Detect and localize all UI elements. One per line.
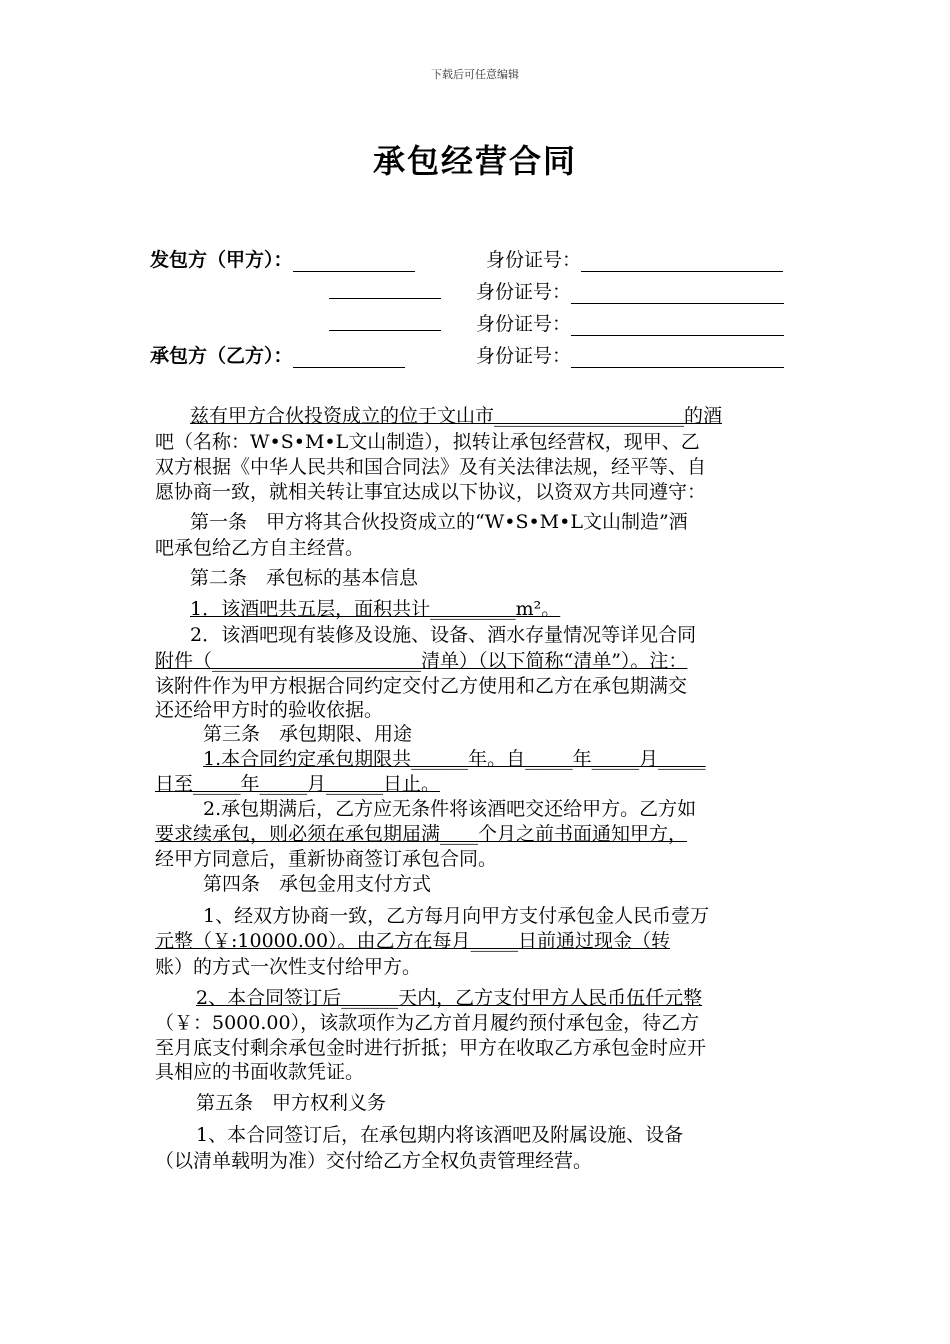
- party-b-name-blank[interactable]: [293, 348, 405, 368]
- text-line: 元整（￥:10000.00）。由乙方在每月_____日前通过现金（转: [155, 930, 671, 952]
- text-line: 附件（______________________清单）（以下简称“清单”）。注：: [155, 650, 688, 672]
- text-line: 2．该酒吧现有装修及设施、设备、酒水存量情况等详见合同: [190, 624, 697, 646]
- text-line: 1、经双方协商一致，乙方每月向甲方支付承包金人民币壹万: [203, 905, 710, 927]
- text-line: 2、本合同签订后______天内，乙方支付甲方人民币伍仟元整: [196, 987, 703, 1009]
- text-line: 2.承包期满后，乙方应无条件将该酒吧交还给甲方。乙方如: [203, 798, 697, 820]
- text-line: 吧（名称：W•S•M•L文山制造），拟转让承包经营权，现甲、乙: [155, 431, 700, 453]
- party-a3-id-blank[interactable]: [571, 316, 784, 336]
- party-a3-row: [329, 309, 441, 331]
- party-a-id-row: [486, 245, 783, 272]
- text-line: 经甲方同意后，重新协商签订承包合同。: [155, 848, 498, 870]
- text-line: 具相应的书面收款凭证。: [155, 1061, 365, 1083]
- party-a-label: 发包方（甲方）：: [150, 249, 293, 271]
- text-line: 1．该酒吧共五层，面积共计_________m²。: [190, 598, 561, 620]
- text-line: 愿协商一致，就相关转让事宜达成以下协议，以资双方共同遵守：: [155, 481, 707, 503]
- id-label: 身份证号：: [476, 345, 572, 367]
- header-note: 下载后可任意编辑: [431, 68, 519, 81]
- party-a2-row: [329, 277, 441, 299]
- text-line: 至月底支付剩余承包金时进行折抵；甲方在收取乙方承包金时应开: [155, 1037, 707, 1059]
- party-a-id-blank[interactable]: [581, 252, 783, 272]
- section-heading: 第二条 承包标的基本信息: [190, 567, 419, 589]
- party-a-row: [150, 245, 415, 272]
- id-label: 身份证号：: [476, 313, 572, 335]
- text-line: 双方根据《中华人民共和国合同法》及有关法律法规，经平等、自: [155, 456, 707, 478]
- section-heading: 第五条 甲方权利义务: [196, 1092, 387, 1114]
- party-a2-name-blank[interactable]: [329, 279, 441, 299]
- text-line: 1.本合同约定承包期限共______年。自_____年_____月_____: [203, 748, 706, 770]
- document-title: 承包经营合同: [372, 142, 577, 180]
- party-b-id-row: [476, 341, 784, 368]
- text-line: 该附件作为甲方根据合同约定交付乙方使用和乙方在承包期满交: [155, 675, 688, 697]
- text-line: 吧承包给乙方自主经营。: [155, 537, 365, 559]
- party-a2-id-blank[interactable]: [571, 284, 784, 304]
- text-line: 兹有甲方合伙投资成立的位于文山市____________________的酒: [190, 405, 723, 427]
- text-line: 第一条 甲方将其合伙投资成立的“W•S•M•L文山制造”酒: [190, 511, 688, 533]
- party-a-name-blank[interactable]: [293, 252, 415, 272]
- id-label: 身份证号：: [476, 281, 572, 303]
- section-heading: 第三条 承包期限、用途: [203, 723, 413, 745]
- section-heading: 第四条 承包金用支付方式: [203, 873, 432, 895]
- text-line: 要求续承包，则必须在承包期届满____个月之前书面通知甲方，: [155, 823, 688, 845]
- party-b-row: [150, 341, 405, 368]
- party-a3-name-blank[interactable]: [329, 311, 441, 331]
- party-a2-id-row: [476, 277, 784, 304]
- party-a3-id-row: [476, 309, 784, 336]
- text-line: （以清单载明为准）交付给乙方全权负责管理经营。: [155, 1150, 593, 1172]
- text-line: 还还给甲方时的验收依据。: [155, 699, 384, 721]
- text-line: （￥：5000.00），该款项作为乙方首月履约预付承包金，待乙方: [155, 1012, 700, 1034]
- party-b-id-blank[interactable]: [571, 348, 784, 368]
- text-line: 1、本合同签订后，在承包期内将该酒吧及附属设施、设备: [196, 1124, 684, 1146]
- text-line: 日至_____年_____月______日止。: [155, 773, 441, 795]
- text-line: 账）的方式一次性支付给甲方。: [155, 956, 422, 978]
- party-b-label: 承包方（乙方）：: [150, 345, 293, 367]
- id-label: 身份证号：: [486, 249, 582, 271]
